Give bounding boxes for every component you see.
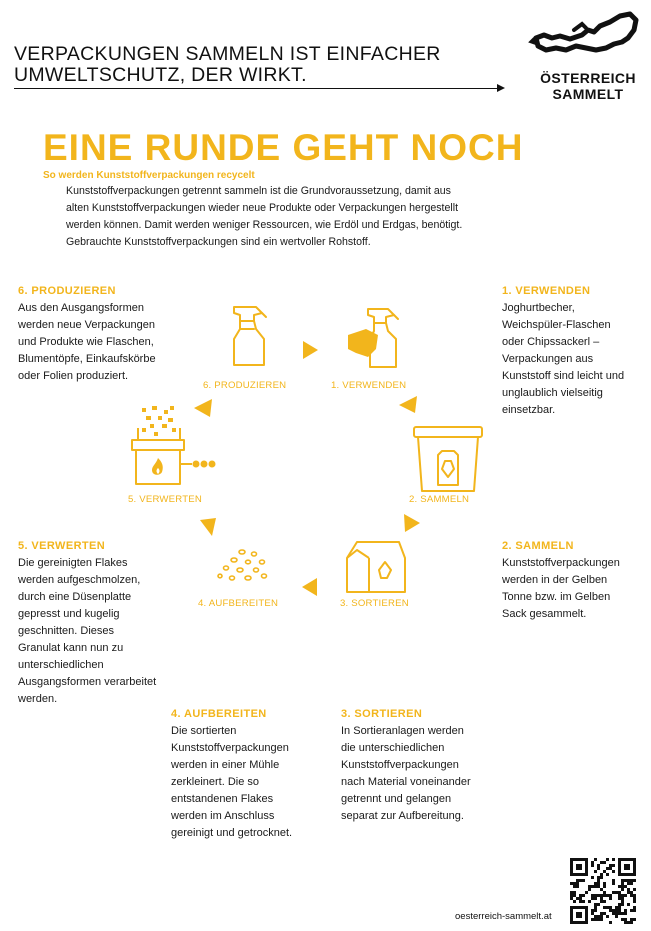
cycle-arrow-down-icon (401, 513, 421, 533)
step-aufbereiten (171, 706, 306, 842)
step-heading: 1. VERWENDEN (502, 285, 591, 297)
step-heading: 6. PRODUZIEREN (18, 285, 116, 297)
cycle-label-aufbereiten: 4. AUFBEREITEN (198, 598, 279, 609)
step-sammeln (502, 538, 637, 623)
yellow-bin-icon (412, 425, 484, 495)
step-heading: 4. AUFBEREITEN (171, 708, 267, 720)
header-arrow-icon (497, 84, 505, 92)
cycle-arrow-right-icon (301, 340, 319, 360)
cycle-arrow-left-icon (301, 577, 319, 597)
website-url[interactable]: oesterreich-sammelt.at (455, 911, 552, 922)
qr-code[interactable] (570, 858, 636, 924)
step-text: Aus den Ausgangsformen werden neue Verpackungen und Produkte wie Flaschen, Blumentöpfe, Einkaufskörbe oder Folien produziert. (18, 302, 156, 382)
step-text: Kunststoffverpackungen werden in der Gelben Tonne bzw. im Gelben Sack gesammelt. (502, 557, 620, 620)
intro-paragraph: Kunststoffverpackungen getrennt sammeln ist die Grundvoraussetzung, damit aus alten Kunststoffverpackungen wieder neue Produkte oder Verpackungen hergestellt werden können. Damit werden weniger Ressourcen, wie Erdöl und Erdgas, benötigt. Gebrauchte Kunststoffverpackungen sind ein wertvoller Rohstoff. (66, 185, 463, 248)
austria-map-logo-icon (530, 8, 642, 66)
step-heading: 3. SORTIEREN (341, 708, 423, 720)
step-text: In Sortieranlagen werden die unterschiedlichen Kunststoffverpackungen nach Material voneinander getrennt und gelangen separat zur Aufbereitung. (341, 725, 471, 822)
cycle-label-sortieren: 3. SORTIEREN (340, 598, 409, 609)
logo-text: ÖSTERREICH SAMMELT (540, 70, 636, 102)
extruder-icon (130, 406, 216, 488)
step-produzieren (18, 283, 158, 385)
step-sortieren (341, 706, 476, 825)
cycle-arrow-up-icon (193, 398, 213, 418)
page-title: EINE RUNDE GEHT NOCH (43, 127, 524, 168)
step-text: Die gereinigten Flakes werden aufgeschmolzen, durch eine Düsenplatte gepresst und kugelig geschnitten. Dieses Granulat kann nun zu unterschiedlichen Ausgangsformen verarbeitet werden. (18, 557, 157, 705)
flakes-icon (212, 546, 272, 586)
header-title: VERPACKUNGEN SAMMELN IST EINFACHER UMWELTSCHUTZ, DER WIRKT. (14, 43, 441, 86)
cycle-label-verwenden: 1. VERWENDEN (331, 380, 407, 391)
step-verwerten (18, 538, 158, 708)
cycle-label-sammeln: 2. SAMMELN (409, 494, 470, 505)
step-heading: 5. VERWERTEN (18, 540, 106, 552)
spray-bottle-icon (226, 303, 270, 369)
step-text: Joghurtbecher, Weichspüler-Flaschen oder Chipssackerl – Verpackungen aus Kunststoff sind leicht und unglaublich vielseitig einsetzbar. (502, 302, 625, 416)
hand-spray-bottle-icon (344, 305, 404, 371)
step-text: Die sortierten Kunststoffverpackungen werden in einer Mühle zerkleinert. Die so entstandenen Flakes werden im Anschluss gereinigt und getrocknet. (171, 725, 293, 839)
step-verwenden (502, 283, 632, 419)
step-heading: 2. SAMMELN (502, 540, 574, 552)
cycle-label-verwerten: 5. VERWERTEN (128, 494, 203, 505)
cycle-label-produzieren: 6. PRODUZIEREN (203, 380, 287, 391)
header-divider (14, 88, 500, 89)
sorting-facility-icon (343, 538, 409, 594)
page-subtitle: So werden Kunststoffverpackungen recycelt (43, 170, 255, 181)
cycle-arrow-up-icon (198, 517, 218, 537)
cycle-arrow-down-icon (398, 394, 418, 414)
